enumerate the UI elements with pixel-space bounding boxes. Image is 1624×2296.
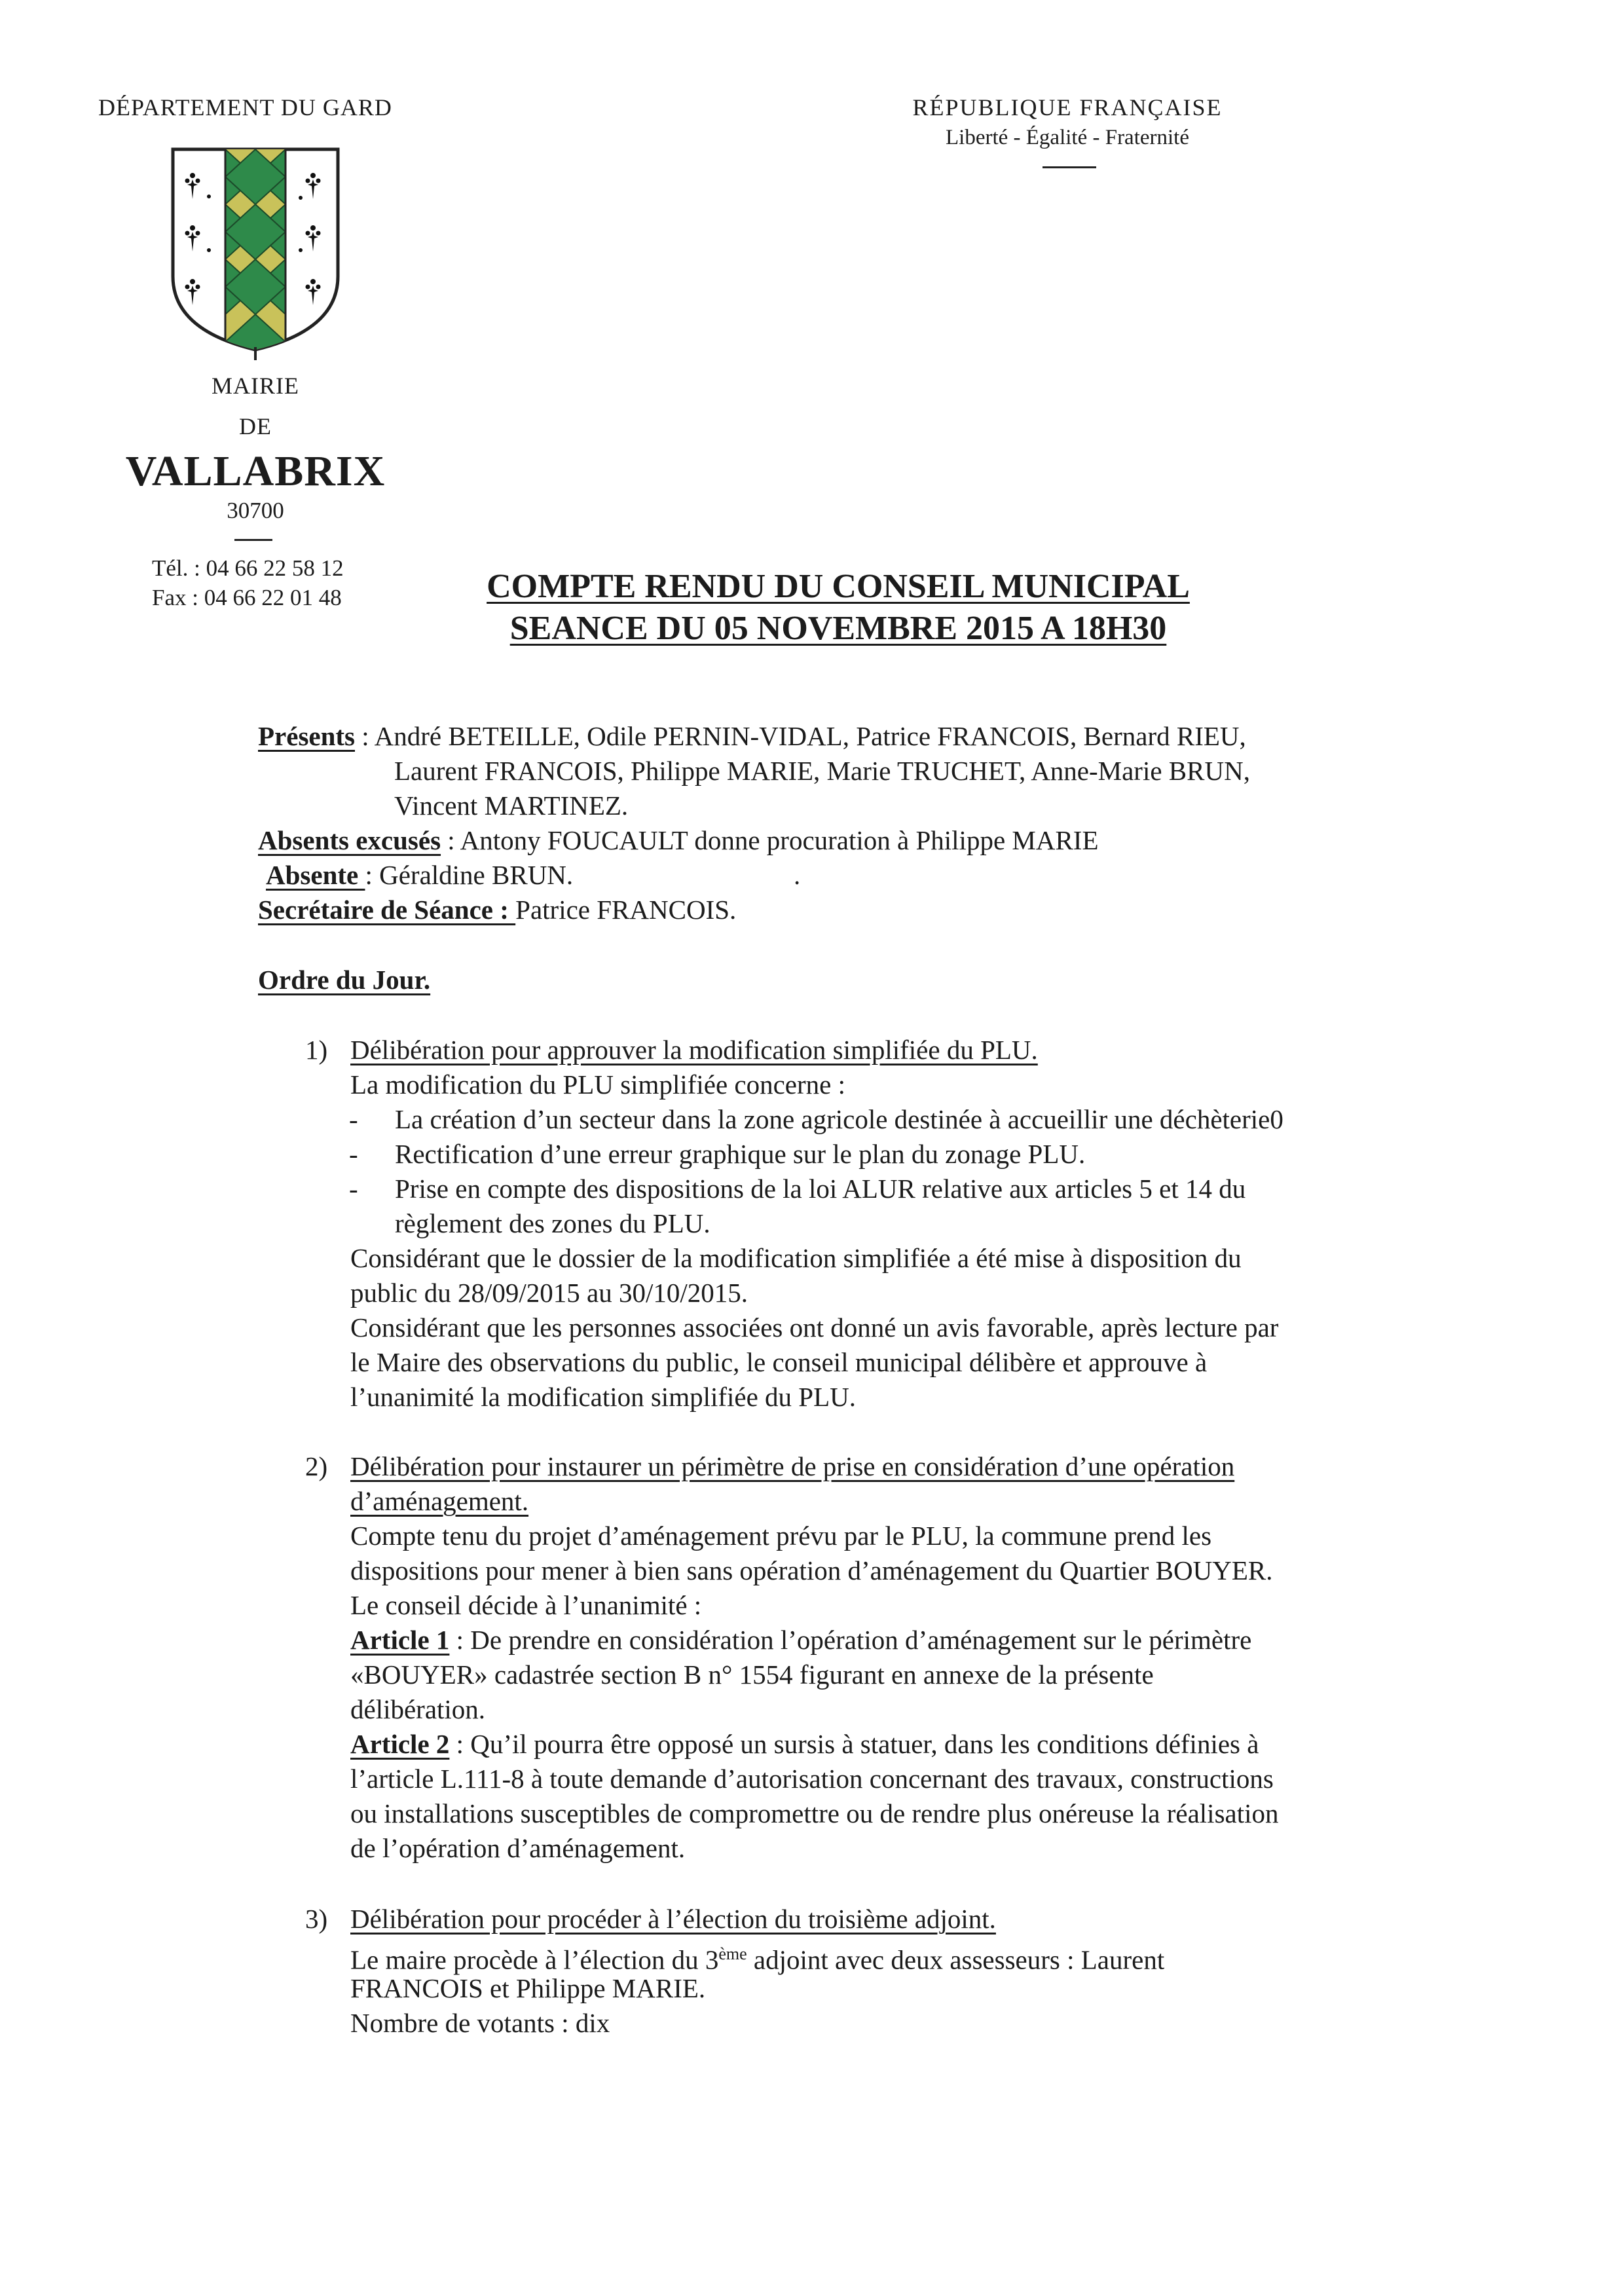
article-2-text: : Qu’il pourra être opposé un sursis à statuer, dans les conditions définies à bbox=[449, 1729, 1259, 1759]
article-2-text-end: de l’opération d’aménagement. bbox=[350, 1833, 686, 1863]
header-divider-left bbox=[234, 539, 272, 541]
item-1-bullet-2: Rectification d’une erreur graphique sur le plan du zonage PLU. bbox=[395, 1139, 1086, 1169]
item-2-para-1-cont: dispositions pour mener à bien sans opération d’aménagement du Quartier BOUYER. bbox=[350, 1555, 1273, 1585]
de-label: DE bbox=[239, 413, 272, 439]
absente-line bbox=[266, 858, 573, 893]
article-1-text-cont: «BOUYER» cadastrée section B n° 1554 figurant en annexe de la présente bbox=[350, 1659, 1154, 1690]
presents-label: Présents bbox=[258, 721, 356, 751]
item-3-heading: Délibération pour procéder à l’élection du troisième adjoint. bbox=[350, 1904, 996, 1934]
item-1-para-2-end: l’unanimité la modification simplifiée du PLU. bbox=[350, 1382, 857, 1412]
absents-excuses-text: : Antony FOUCAULT donne procuration à Philippe MARIE bbox=[441, 825, 1099, 855]
secretaire-label: Secrétaire de Séance : bbox=[258, 895, 516, 925]
item-2-para-1: Compte tenu du projet d’aménagement prévu par le PLU, la commune prend les bbox=[350, 1521, 1212, 1551]
item-2-heading-cont: d’aménagement. bbox=[350, 1486, 529, 1516]
item-1-heading: Délibération pour approuver la modification simplifiée du PLU. bbox=[350, 1035, 1038, 1065]
session-date: SEANCE DU 05 NOVEMBRE 2015 A 18H30 bbox=[509, 610, 1167, 647]
presents-list-2: Laurent FRANCOIS, Philippe MARIE, Marie TRUCHET, Anne-Marie BRUN, bbox=[394, 756, 1250, 786]
absente-label: Absente bbox=[266, 860, 365, 890]
tel-number: Tél. : 04 66 22 58 12 bbox=[152, 555, 344, 581]
article-1-text: : De prendre en considération l’opération d’aménagement sur le périmètre bbox=[449, 1625, 1252, 1655]
vallabrix-coat-of-arms-icon bbox=[169, 145, 342, 361]
item-1-bullet-3: Prise en compte des dispositions de la loi ALUR relative aux articles 5 et 14 du bbox=[395, 1174, 1246, 1204]
absents-excuses-label: Absents excusés bbox=[258, 825, 441, 855]
item-1-para-2: Considérant que les personnes associées ont donné un avis favorable, après lecture par bbox=[350, 1312, 1279, 1342]
item-3-para-1-cont: FRANCOIS et Philippe MARIE. bbox=[350, 1973, 706, 2003]
item-1-para-1: Considérant que le dossier de la modification simplifiée a été mise à disposition du bbox=[350, 1243, 1242, 1273]
article-2-label: Article 2 bbox=[350, 1729, 450, 1759]
item-2-number: 2) bbox=[305, 1451, 328, 1481]
item-2-para-2: Le conseil décide à l’unanimité : bbox=[350, 1590, 702, 1620]
item-1-intro: La modification du PLU simplifiée concerne : bbox=[350, 1069, 845, 1100]
agenda-title: Ordre du Jour. bbox=[258, 965, 431, 995]
article-1-label: Article 1 bbox=[350, 1625, 450, 1655]
item-3-para-1-sup: ème bbox=[718, 1944, 747, 1963]
presents-list-3: Vincent MARTINEZ. bbox=[394, 790, 629, 821]
article-1-text-end: délibération. bbox=[350, 1694, 486, 1724]
article-2-text-cont-2: ou installations susceptibles de compromettre ou de rendre plus onéreuse la réalisation bbox=[350, 1798, 1279, 1828]
item-3-number: 3) bbox=[305, 1904, 328, 1934]
item-2-heading: Délibération pour instaurer un périmètre de prise en considération d’une opération bbox=[350, 1451, 1235, 1481]
item-1-para-2-cont: le Maire des observations du public, le conseil municipal délibère et approuve à bbox=[350, 1347, 1208, 1377]
header-divider-right bbox=[1043, 166, 1096, 168]
document-title: COMPTE RENDU DU CONSEIL MUNICIPAL bbox=[487, 568, 1190, 605]
item-1-bullet-1: La création d’un secteur dans la zone agricole destinée à accueillir une déchèterie0 bbox=[395, 1104, 1283, 1134]
postcode: 30700 bbox=[227, 498, 284, 523]
article-1-line bbox=[350, 1623, 1251, 1657]
republic-label: RÉPUBLIQUE FRANÇAISE bbox=[912, 94, 1223, 120]
item-1-bullet-3-dash: - bbox=[349, 1174, 358, 1204]
town-name: VALLABRIX bbox=[125, 447, 386, 495]
republic-motto: Liberté - Égalité - Fraternité bbox=[946, 126, 1189, 149]
article-2-text-cont: l’article L.111-8 à toute demande d’autorisation concernant des travaux, constructions bbox=[350, 1764, 1274, 1794]
stray-dot: . bbox=[794, 860, 801, 890]
fax-number: Fax : 04 66 22 01 48 bbox=[152, 585, 342, 610]
item-3-para-2: Nombre de votants : dix bbox=[350, 2008, 610, 2038]
item-1-para-1-cont: public du 28/09/2015 au 30/10/2015. bbox=[350, 1278, 748, 1308]
item-1-bullet-3-cont: règlement des zones du PLU. bbox=[395, 1208, 710, 1238]
department-label: DÉPARTEMENT DU GARD bbox=[98, 94, 392, 120]
presents-list: : André BETEILLE, Odile PERNIN-VIDAL, Patrice FRANCOIS, Bernard RIEU, bbox=[355, 721, 1246, 751]
mairie-label: MAIRIE bbox=[212, 373, 299, 399]
secretaire-text: Patrice FRANCOIS. bbox=[515, 895, 737, 925]
absente-text: : Géraldine BRUN. bbox=[365, 860, 574, 890]
item-3-para-1-post: adjoint avec deux assesseurs : Laurent bbox=[747, 1944, 1165, 1975]
presents-line bbox=[258, 719, 1246, 754]
item-1-bullet-2-dash: - bbox=[349, 1139, 358, 1169]
item-3-para-1-pre: Le maire procède à l’élection du 3 bbox=[350, 1944, 719, 1975]
item-1-number: 1) bbox=[305, 1035, 328, 1065]
article-2-line bbox=[350, 1727, 1259, 1762]
absents-excuses-line bbox=[258, 823, 1099, 858]
secretaire-line bbox=[258, 893, 736, 927]
item-1-bullet-1-dash: - bbox=[349, 1104, 358, 1134]
